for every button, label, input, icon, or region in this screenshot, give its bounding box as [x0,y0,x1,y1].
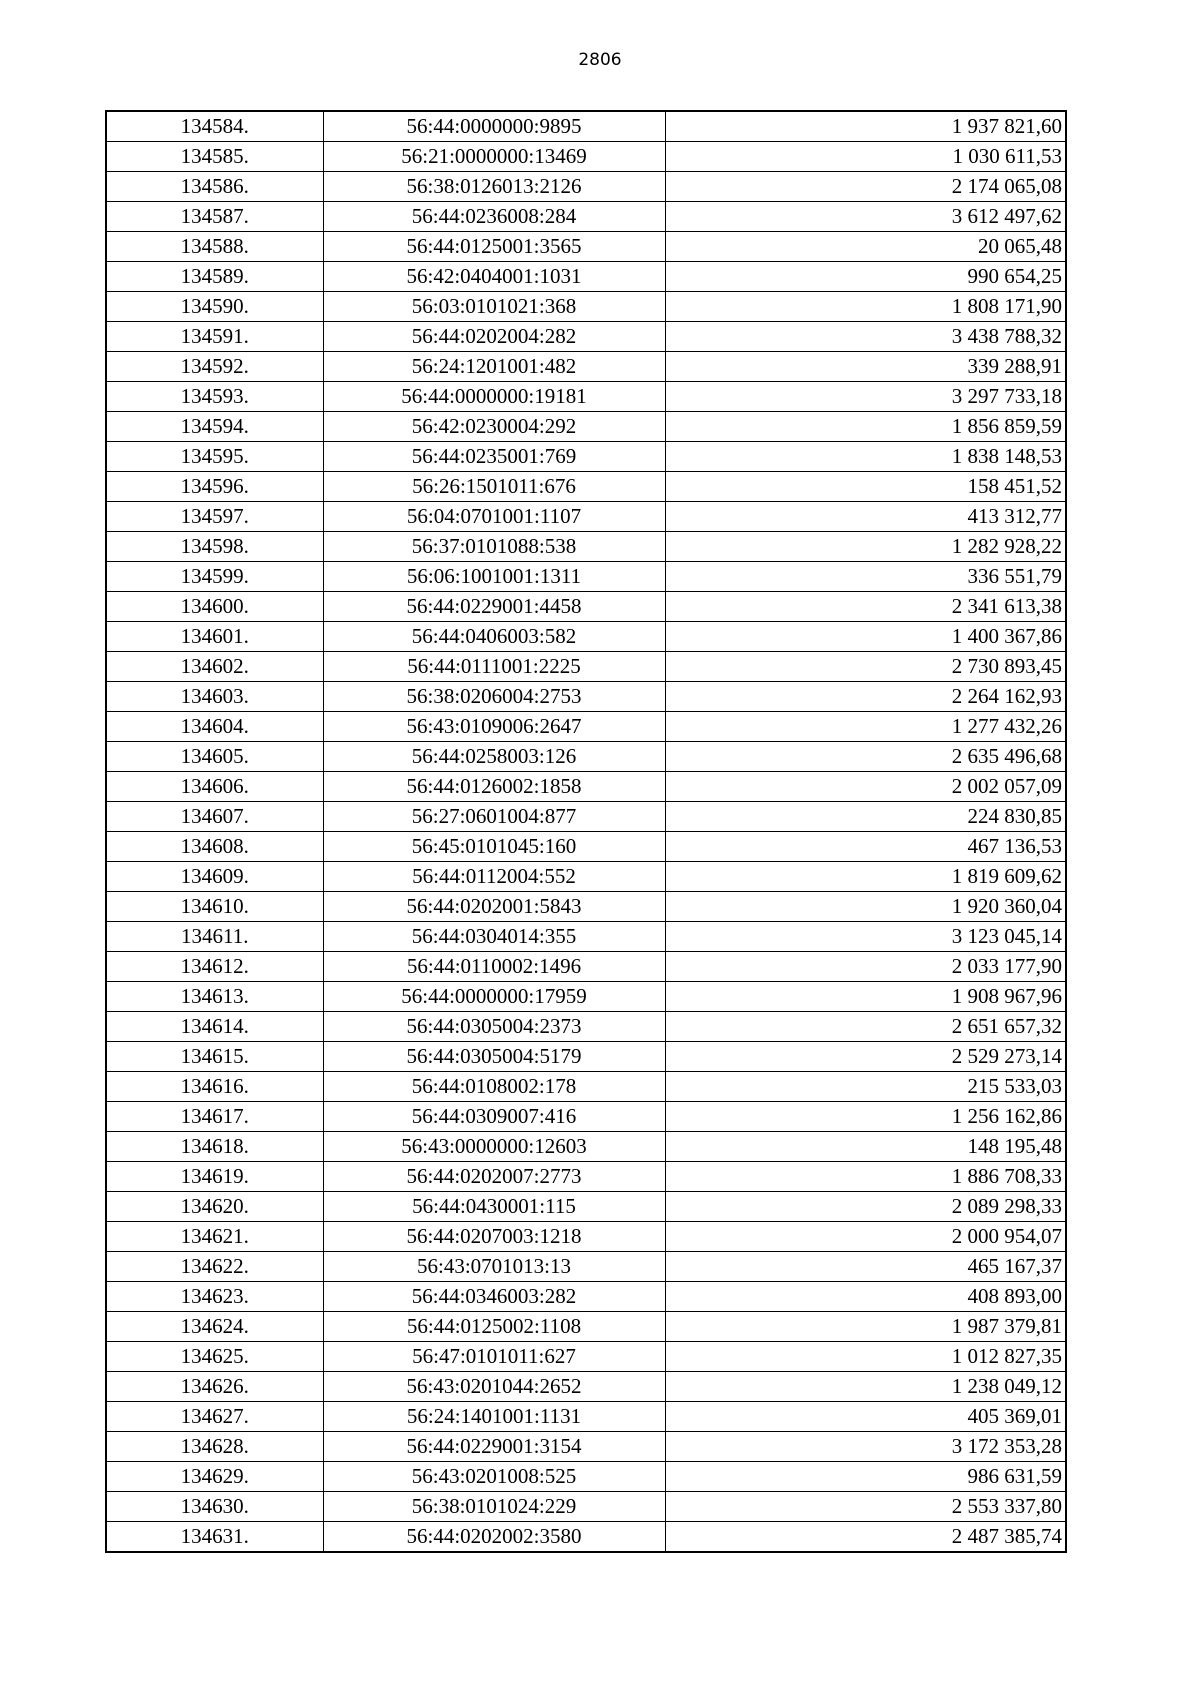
cadastral-value-cell: 158 451,52 [665,472,1066,502]
cadastral-value-cell: 336 551,79 [665,562,1066,592]
cadastral-number-cell: 56:44:0236008:284 [323,202,665,232]
row-number-cell: 134618. [106,1132,323,1162]
cadastral-value-cell: 2 635 496,68 [665,742,1066,772]
table-row [106,1342,1066,1372]
cadastral-number-cell: 56:42:0404001:1031 [323,262,665,292]
table-row [106,1042,1066,1072]
cadastral-value-cell: 1 819 609,62 [665,862,1066,892]
table-row [106,772,1066,802]
cadastral-value-cell: 1 256 162,86 [665,1102,1066,1132]
table-row [106,862,1066,892]
table-row [106,952,1066,982]
table-row [106,832,1066,862]
row-number-cell: 134589. [106,262,323,292]
table-row [106,292,1066,322]
table-row [106,442,1066,472]
cadastral-number-cell: 56:44:0309007:416 [323,1102,665,1132]
cadastral-number-cell: 56:43:0000000:12603 [323,1132,665,1162]
cadastral-value-cell: 413 312,77 [665,502,1066,532]
row-number-cell: 134627. [106,1402,323,1432]
cadastral-value-cell: 3 438 788,32 [665,322,1066,352]
cadastral-number-cell: 56:24:1401001:1131 [323,1402,665,1432]
row-number-cell: 134590. [106,292,323,322]
table-row [106,1252,1066,1282]
cadastral-value-cell: 339 288,91 [665,352,1066,382]
table-row [106,1312,1066,1342]
row-number-cell: 134588. [106,232,323,262]
cadastral-number-cell: 56:44:0112004:552 [323,862,665,892]
row-number-cell: 134608. [106,832,323,862]
cadastral-value-cell: 2 033 177,90 [665,952,1066,982]
row-number-cell: 134586. [106,172,323,202]
cadastral-number-cell: 56:47:0101011:627 [323,1342,665,1372]
table-row [106,982,1066,1012]
cadastral-value-cell: 408 893,00 [665,1282,1066,1312]
row-number-cell: 134625. [106,1342,323,1372]
cadastral-number-cell: 56:44:0125001:3565 [323,232,665,262]
cadastral-value-cell: 20 065,48 [665,232,1066,262]
row-number-cell: 134601. [106,622,323,652]
cadastral-number-cell: 56:44:0000000:19181 [323,382,665,412]
row-number-cell: 134619. [106,1162,323,1192]
row-number-cell: 134620. [106,1192,323,1222]
cadastral-value-cell: 2 553 337,80 [665,1492,1066,1522]
table-row [106,1102,1066,1132]
table-row [106,1462,1066,1492]
row-number-cell: 134621. [106,1222,323,1252]
row-number-cell: 134594. [106,412,323,442]
cadastral-number-cell: 56:44:0304014:355 [323,922,665,952]
registry-table-body [106,111,1066,1552]
cadastral-value-cell: 1 856 859,59 [665,412,1066,442]
cadastral-value-cell: 2 089 298,33 [665,1192,1066,1222]
cadastral-number-cell: 56:27:0601004:877 [323,802,665,832]
row-number-cell: 134607. [106,802,323,832]
cadastral-value-cell: 1 937 821,60 [665,111,1066,142]
table-row [106,111,1066,142]
table-row [106,412,1066,442]
page-number: 2806 [578,50,622,70]
cadastral-value-cell: 1 908 967,96 [665,982,1066,1012]
cadastral-value-cell: 1 030 611,53 [665,142,1066,172]
cadastral-value-cell: 3 297 733,18 [665,382,1066,412]
cadastral-number-cell: 56:06:1001001:1311 [323,562,665,592]
cadastral-value-cell: 2 000 954,07 [665,1222,1066,1252]
cadastral-number-cell: 56:21:0000000:13469 [323,142,665,172]
table-row [106,1012,1066,1042]
cadastral-number-cell: 56:03:0101021:368 [323,292,665,322]
cadastral-value-cell: 2 730 893,45 [665,652,1066,682]
cadastral-value-cell: 465 167,37 [665,1252,1066,1282]
row-number-cell: 134597. [106,502,323,532]
table-row [106,322,1066,352]
row-number-cell: 134628. [106,1432,323,1462]
row-number-cell: 134595. [106,442,323,472]
cadastral-value-cell: 3 123 045,14 [665,922,1066,952]
cadastral-number-cell: 56:44:0108002:178 [323,1072,665,1102]
cadastral-number-cell: 56:44:0235001:769 [323,442,665,472]
table-row [106,562,1066,592]
cadastral-value-cell: 2 174 065,08 [665,172,1066,202]
row-number-cell: 134613. [106,982,323,1012]
cadastral-number-cell: 56:43:0201008:525 [323,1462,665,1492]
cadastral-number-cell: 56:43:0109006:2647 [323,712,665,742]
table-row [106,1492,1066,1522]
table-row [106,1402,1066,1432]
row-number-cell: 134611. [106,922,323,952]
cadastral-number-cell: 56:44:0305004:2373 [323,1012,665,1042]
row-number-cell: 134584. [106,111,323,142]
row-number-cell: 134624. [106,1312,323,1342]
cadastral-value-cell: 1 400 367,86 [665,622,1066,652]
table-row [106,1432,1066,1462]
table-row [106,1372,1066,1402]
cadastral-value-cell: 1 920 360,04 [665,892,1066,922]
row-number-cell: 134603. [106,682,323,712]
row-number-cell: 134585. [106,142,323,172]
cadastral-value-cell: 1 282 928,22 [665,532,1066,562]
cadastral-value-cell: 405 369,01 [665,1402,1066,1432]
row-number-cell: 134609. [106,862,323,892]
table-row [106,892,1066,922]
cadastral-number-cell: 56:44:0000000:9895 [323,111,665,142]
table-row [106,142,1066,172]
row-number-cell: 134617. [106,1102,323,1132]
table-row [106,1282,1066,1312]
registry-table-container [105,110,1065,1553]
cadastral-value-cell: 1 987 379,81 [665,1312,1066,1342]
row-number-cell: 134626. [106,1372,323,1402]
cadastral-value-cell: 2 487 385,74 [665,1522,1066,1553]
cadastral-number-cell: 56:04:0701001:1107 [323,502,665,532]
table-row [106,1192,1066,1222]
cadastral-number-cell: 56:38:0101024:229 [323,1492,665,1522]
row-number-cell: 134591. [106,322,323,352]
row-number-cell: 134622. [106,1252,323,1282]
cadastral-value-cell: 1 277 432,26 [665,712,1066,742]
table-row [106,1132,1066,1162]
row-number-cell: 134602. [106,652,323,682]
cadastral-number-cell: 56:37:0101088:538 [323,532,665,562]
cadastral-value-cell: 215 533,03 [665,1072,1066,1102]
cadastral-number-cell: 56:44:0125002:1108 [323,1312,665,1342]
table-row [106,712,1066,742]
cadastral-value-cell: 990 654,25 [665,262,1066,292]
row-number-cell: 134631. [106,1522,323,1553]
cadastral-value-cell: 1 238 049,12 [665,1372,1066,1402]
table-row [106,262,1066,292]
row-number-cell: 134616. [106,1072,323,1102]
table-row [106,532,1066,562]
table-row [106,172,1066,202]
table-row [106,382,1066,412]
table-row [106,1222,1066,1252]
row-number-cell: 134629. [106,1462,323,1492]
table-row [106,352,1066,382]
row-number-cell: 134615. [106,1042,323,1072]
row-number-cell: 134599. [106,562,323,592]
registry-table [105,110,1067,1553]
row-number-cell: 134592. [106,352,323,382]
cadastral-value-cell: 2 341 613,38 [665,592,1066,622]
cadastral-value-cell: 467 136,53 [665,832,1066,862]
table-row [106,742,1066,772]
row-number-cell: 134614. [106,1012,323,1042]
row-number-cell: 134606. [106,772,323,802]
cadastral-number-cell: 56:44:0229001:4458 [323,592,665,622]
cadastral-number-cell: 56:44:0207003:1218 [323,1222,665,1252]
table-row [106,1162,1066,1192]
cadastral-number-cell: 56:44:0258003:126 [323,742,665,772]
cadastral-number-cell: 56:45:0101045:160 [323,832,665,862]
row-number-cell: 134605. [106,742,323,772]
row-number-cell: 134593. [106,382,323,412]
table-row [106,502,1066,532]
table-row [106,1522,1066,1553]
cadastral-number-cell: 56:44:0126002:1858 [323,772,665,802]
cadastral-number-cell: 56:44:0202002:3580 [323,1522,665,1553]
cadastral-value-cell: 1 012 827,35 [665,1342,1066,1372]
row-number-cell: 134598. [106,532,323,562]
row-number-cell: 134612. [106,952,323,982]
table-row [106,622,1066,652]
cadastral-value-cell: 986 631,59 [665,1462,1066,1492]
table-row [106,472,1066,502]
row-number-cell: 134600. [106,592,323,622]
cadastral-number-cell: 56:42:0230004:292 [323,412,665,442]
cadastral-number-cell: 56:44:0430001:115 [323,1192,665,1222]
cadastral-number-cell: 56:44:0406003:582 [323,622,665,652]
cadastral-value-cell: 148 195,48 [665,1132,1066,1162]
cadastral-number-cell: 56:44:0202001:5843 [323,892,665,922]
cadastral-value-cell: 2 651 657,32 [665,1012,1066,1042]
cadastral-number-cell: 56:44:0202007:2773 [323,1162,665,1192]
cadastral-value-cell: 3 172 353,28 [665,1432,1066,1462]
cadastral-value-cell: 3 612 497,62 [665,202,1066,232]
cadastral-value-cell: 2 264 162,93 [665,682,1066,712]
cadastral-number-cell: 56:38:0126013:2126 [323,172,665,202]
cadastral-number-cell: 56:44:0346003:282 [323,1282,665,1312]
cadastral-number-cell: 56:43:0701013:13 [323,1252,665,1282]
cadastral-value-cell: 224 830,85 [665,802,1066,832]
cadastral-value-cell: 1 838 148,53 [665,442,1066,472]
cadastral-number-cell: 56:26:1501011:676 [323,472,665,502]
table-row [106,1072,1066,1102]
cadastral-value-cell: 1 886 708,33 [665,1162,1066,1192]
row-number-cell: 134604. [106,712,323,742]
row-number-cell: 134623. [106,1282,323,1312]
cadastral-number-cell: 56:43:0201044:2652 [323,1372,665,1402]
cadastral-value-cell: 2 002 057,09 [665,772,1066,802]
cadastral-value-cell: 2 529 273,14 [665,1042,1066,1072]
table-row [106,802,1066,832]
table-row [106,682,1066,712]
table-row [106,592,1066,622]
cadastral-number-cell: 56:44:0111001:2225 [323,652,665,682]
cadastral-number-cell: 56:44:0229001:3154 [323,1432,665,1462]
row-number-cell: 134587. [106,202,323,232]
cadastral-number-cell: 56:38:0206004:2753 [323,682,665,712]
cadastral-number-cell: 56:24:1201001:482 [323,352,665,382]
cadastral-number-cell: 56:44:0110002:1496 [323,952,665,982]
table-row [106,922,1066,952]
cadastral-value-cell: 1 808 171,90 [665,292,1066,322]
cadastral-number-cell: 56:44:0000000:17959 [323,982,665,1012]
row-number-cell: 134610. [106,892,323,922]
table-row [106,232,1066,262]
table-row [106,652,1066,682]
cadastral-number-cell: 56:44:0202004:282 [323,322,665,352]
row-number-cell: 134596. [106,472,323,502]
row-number-cell: 134630. [106,1492,323,1522]
cadastral-number-cell: 56:44:0305004:5179 [323,1042,665,1072]
table-row [106,202,1066,232]
